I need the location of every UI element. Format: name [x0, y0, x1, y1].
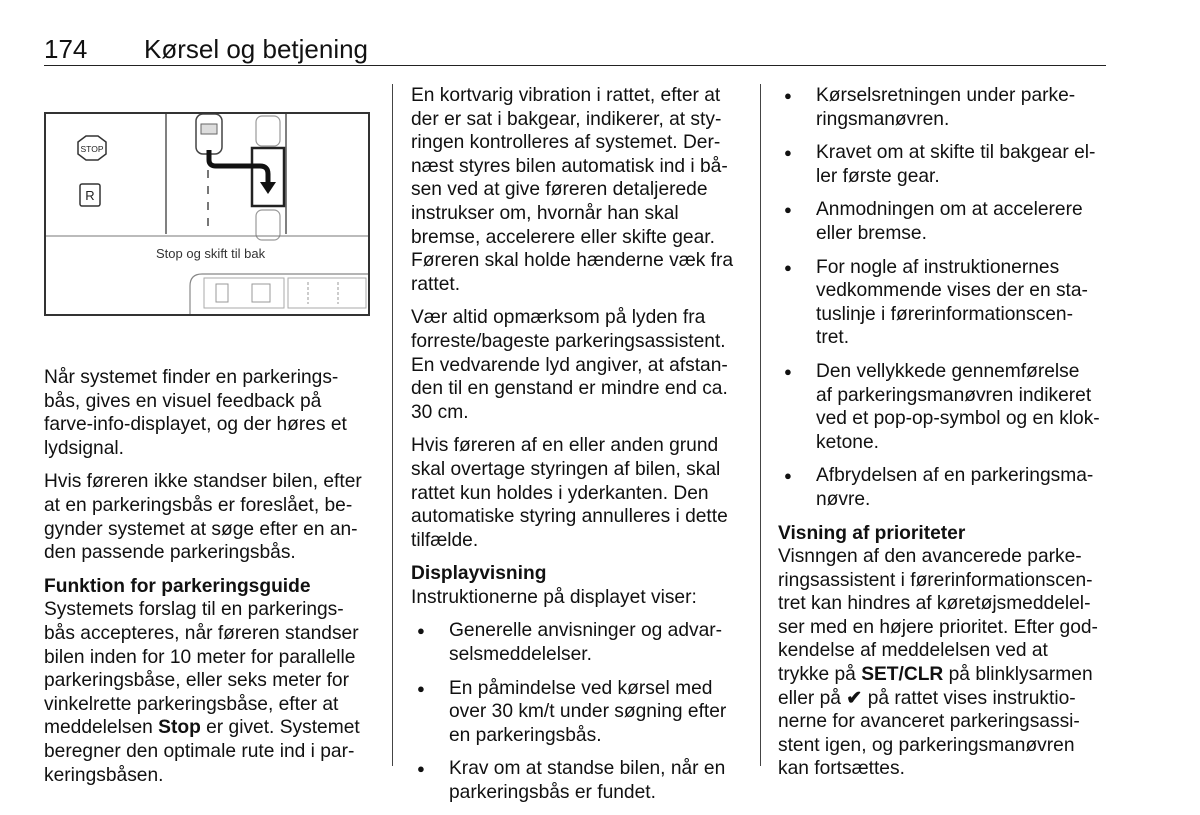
- section-heading: Funktion for parkeringsguide: [44, 575, 311, 597]
- column-left: [44, 366, 380, 797]
- header-rule: [44, 65, 1106, 66]
- paragraph: Visnngen af den avancerede parke- ringsassistent i førerinformationscen- tret kan hindres af køretøjsmeddelel- ser med en højere prioritet. Efter god- kendelse af meddelelsen ved at trykke på SET/CLR på blinklysarmen eller på ✔ på rattet vises instruktio- nerne for avanceret parkeringsassi- stent igen, og parkeringsmanøvren kan fortsættes.: [778, 546, 1098, 780]
- gear-label: R: [85, 188, 95, 203]
- column-right: [778, 84, 1114, 791]
- paragraph: Hvis føreren ikke standser bilen, efter at en parkeringsbås er foreslået, be- gynder systemet at søge efter en an- den passende parkeringsbås.: [44, 471, 362, 564]
- list-item: ● For nogle af instruktionernes vedkommende vises der en sta- tuslinje i førerinformationscen- tret.: [778, 256, 1114, 350]
- paragraph: Vær altid opmærksom på lyden fra forreste/bageste parkeringsassistent. En vedvarende lyd angiver, at afstan- den til en genstand er mindre end ca. 30 cm.: [411, 307, 728, 423]
- list-item: ● Anmodningen om at accelerere eller bremse.: [778, 198, 1114, 245]
- bullet-list: [411, 619, 749, 804]
- section-heading: Visning af prioriteter: [778, 522, 966, 544]
- bullet-list: [778, 84, 1114, 512]
- list-item: ● Kørselsretningen under parke- ringsmanøvren.: [778, 84, 1114, 131]
- column-divider: [392, 84, 393, 766]
- list-item: ● Den vellykkede gennemførelse af parkeringsmanøvren indikeret ved et pop-op-symbol og en klok- ketone.: [778, 360, 1114, 454]
- page-number: 174: [44, 34, 88, 64]
- paragraph: Systemets forslag til en parkerings- bås accepteres, når føreren standser bilen inden for 10 meter for parallelle parkeringsbåse, eller seks meter for vinkelrette parkeringsbåse, efter at meddelelsen Stop er givet. Systemet beregner den optimale rute ind i par- keringsbåsen.: [44, 599, 360, 786]
- stop-label: STOP: [80, 144, 104, 154]
- list-item: ● En påmindelse ved kørsel med over 30 km/t under søgning efter en parkeringsbås.: [411, 677, 749, 748]
- display-screen-graphic: [46, 114, 368, 314]
- stop-keyword: Stop: [158, 717, 201, 739]
- list-item: ● Kravet om at skifte til bakgear el- ler første gear.: [778, 141, 1114, 188]
- page-header: [44, 30, 1106, 66]
- column-middle: [411, 84, 749, 815]
- list-item: ● Afbrydelsen af en parkeringsma- nøvre.: [778, 464, 1114, 511]
- set-clr-keyword: SET/CLR: [861, 664, 944, 686]
- list-item: ● Krav om at standse bilen, når en parkeringsbås er fundet.: [411, 757, 749, 804]
- paragraph: Hvis føreren af en eller anden grund skal overtage styringen af bilen, skal rattet kun holdes i yderkanten. Den automatiske styring annulleres i dette tilfælde.: [411, 435, 728, 551]
- paragraph: Når systemet finder en parkerings- bås, gives en visuel feedback på farve-info-displayet, og der høres et lydsignal.: [44, 367, 347, 459]
- list-item: ● Generelle anvisninger og advar- selsmeddelelser.: [411, 619, 749, 666]
- tab-icon-exit: [288, 278, 366, 308]
- section-heading: Displayvisning: [411, 563, 547, 585]
- checkmark-icon: ✔: [846, 687, 863, 709]
- figure-caption: Stop og skift til bak: [156, 246, 266, 261]
- list-intro: Instruktionerne på displayet viser:: [411, 586, 697, 608]
- chapter-title: Kørsel og betjening: [144, 34, 369, 64]
- parking-display-illustration: [44, 112, 370, 316]
- column-divider: [760, 84, 761, 766]
- paragraph: En kortvarig vibration i rattet, efter at der er sat i bakgear, indikerer, at sty- ringen kontrolleres af systemet. Der- næst styres bilen automatisk ind i bå- sen ved at give føreren detaljerede instrukser om, hvornår han skal bremse, accelerere eller skifte gear. Føreren skal holde hænderne væk fra rattet.: [411, 85, 734, 295]
